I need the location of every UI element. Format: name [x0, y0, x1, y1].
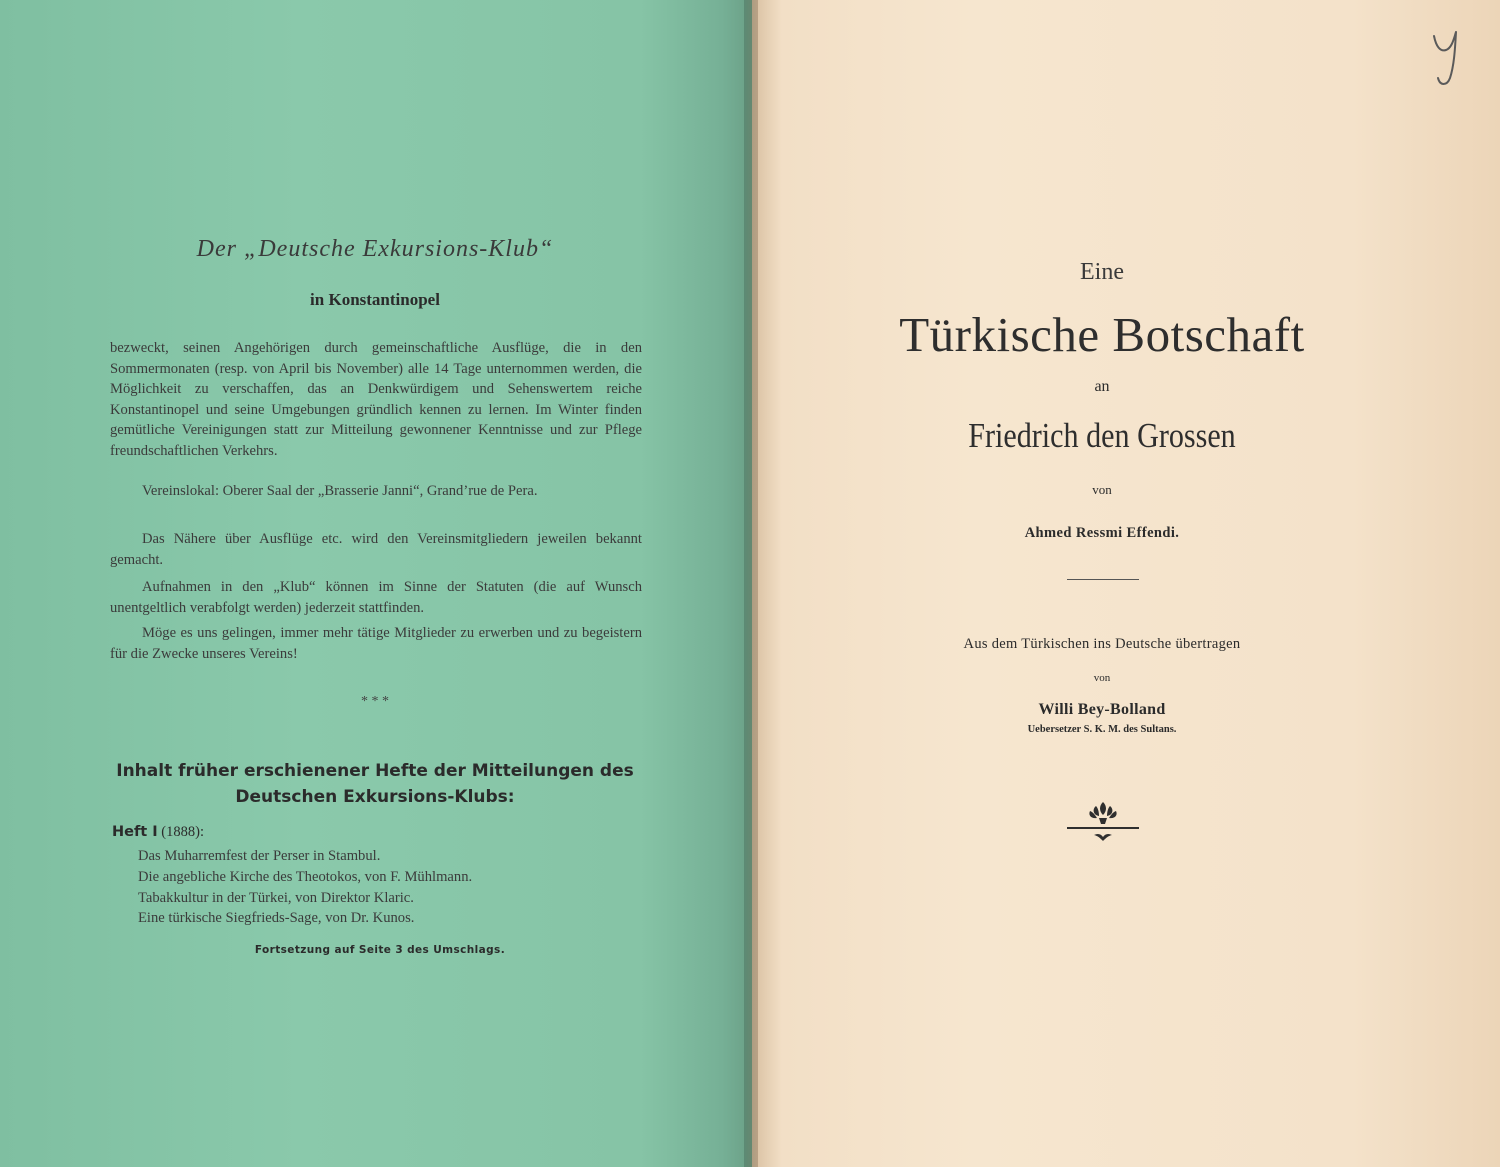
title-prefix: Eine: [1080, 259, 1124, 285]
heft-year: (1888):: [161, 824, 204, 840]
heft-number: Heft I: [112, 824, 158, 840]
recipient-name: Friedrich den Grossen: [968, 416, 1236, 455]
list-item: Die angebliche Kirche des Theotokos, von F. Mühlmann.: [138, 868, 473, 885]
floral-ornament-icon: [1066, 798, 1140, 848]
title-connector: an: [1094, 378, 1110, 395]
contents-heading: [110, 758, 640, 810]
translated-by-label: von: [1093, 672, 1111, 684]
club-paragraph-2: Vereinslokal: Oberer Saal der „Brasserie Janni“, Grand’rue de Pera.: [142, 483, 538, 499]
contents-heading-line-2: Deutschen Exkursions-Klubs:: [235, 787, 515, 807]
translator-name: Willi Bey-Bolland: [1038, 701, 1166, 718]
right-page-title: [752, 0, 1500, 1167]
by-label: von: [1092, 482, 1112, 497]
heft-contents-list: [138, 846, 472, 929]
club-paragraph-3: Das Nähere über Ausflüge etc. wird den Vereinsmitgliedern jeweilen bekannt gemacht.: [110, 531, 642, 568]
club-paragraph-5: Möge es uns gelingen, immer mehr tätige Mitglieder zu erwerben und zu begeistern für die Zwecke unseres Vereins!: [110, 625, 642, 662]
book-title: Türkische Botschaft: [899, 307, 1305, 362]
title-rule: [1067, 579, 1139, 580]
book-gutter: [744, 0, 758, 1167]
list-item: Eine türkische Siegfrieds-Sage, von Dr. Kunos.: [138, 910, 415, 927]
asterism-separator: * * *: [361, 694, 389, 709]
continuation-note: Fortsetzung auf Seite 3 des Umschlags.: [254, 944, 506, 956]
contents-heading-line-1: Inhalt früher erschienener Hefte der Mitteilungen des: [116, 761, 634, 781]
heft-label: [112, 824, 204, 841]
club-paragraph-4: Aufnahmen in den „Klub“ können im Sinne der Statuten (die auf Wunsch unentgeltlich verabfolgt werden) jederzeit stattfinden.: [110, 579, 642, 616]
club-subtitle: in Konstantinopel: [310, 290, 440, 309]
pencil-mark: [1428, 28, 1464, 88]
author-name: Ahmed Ressmi Effendi.: [1024, 525, 1180, 541]
list-item: Das Muharremfest der Perser in Stambul.: [138, 848, 381, 864]
translator-role: Uebersetzer S. K. M. des Sultans.: [1027, 724, 1177, 735]
club-paragraph-1: bezweckt, seinen Angehörigen durch gemeinschaftliche Ausflüge, die in den Sommermonaten (resp. von April bis November) alle 14 Tage unternommen werden, die Möglichkeit zu verschaffen, das an Denkwürdigem und Sehenswertem reiche Konstantinopel und seine Umgebungen gründlich kennen zu lernen. Im Winter finden gemütliche Vereinigungen statt zur Mitteilung gewonnener Kenntnisse und zur Pflege freundschaftlichen Verkehrs.: [110, 340, 642, 459]
translation-note: Aus dem Türkischen ins Deutsche übertragen: [963, 636, 1241, 652]
club-title: Der „Deutsche Exkursions-Klub“: [196, 236, 554, 262]
list-item: Tabakkultur in der Türkei, von Direktor Klaric.: [138, 889, 414, 906]
